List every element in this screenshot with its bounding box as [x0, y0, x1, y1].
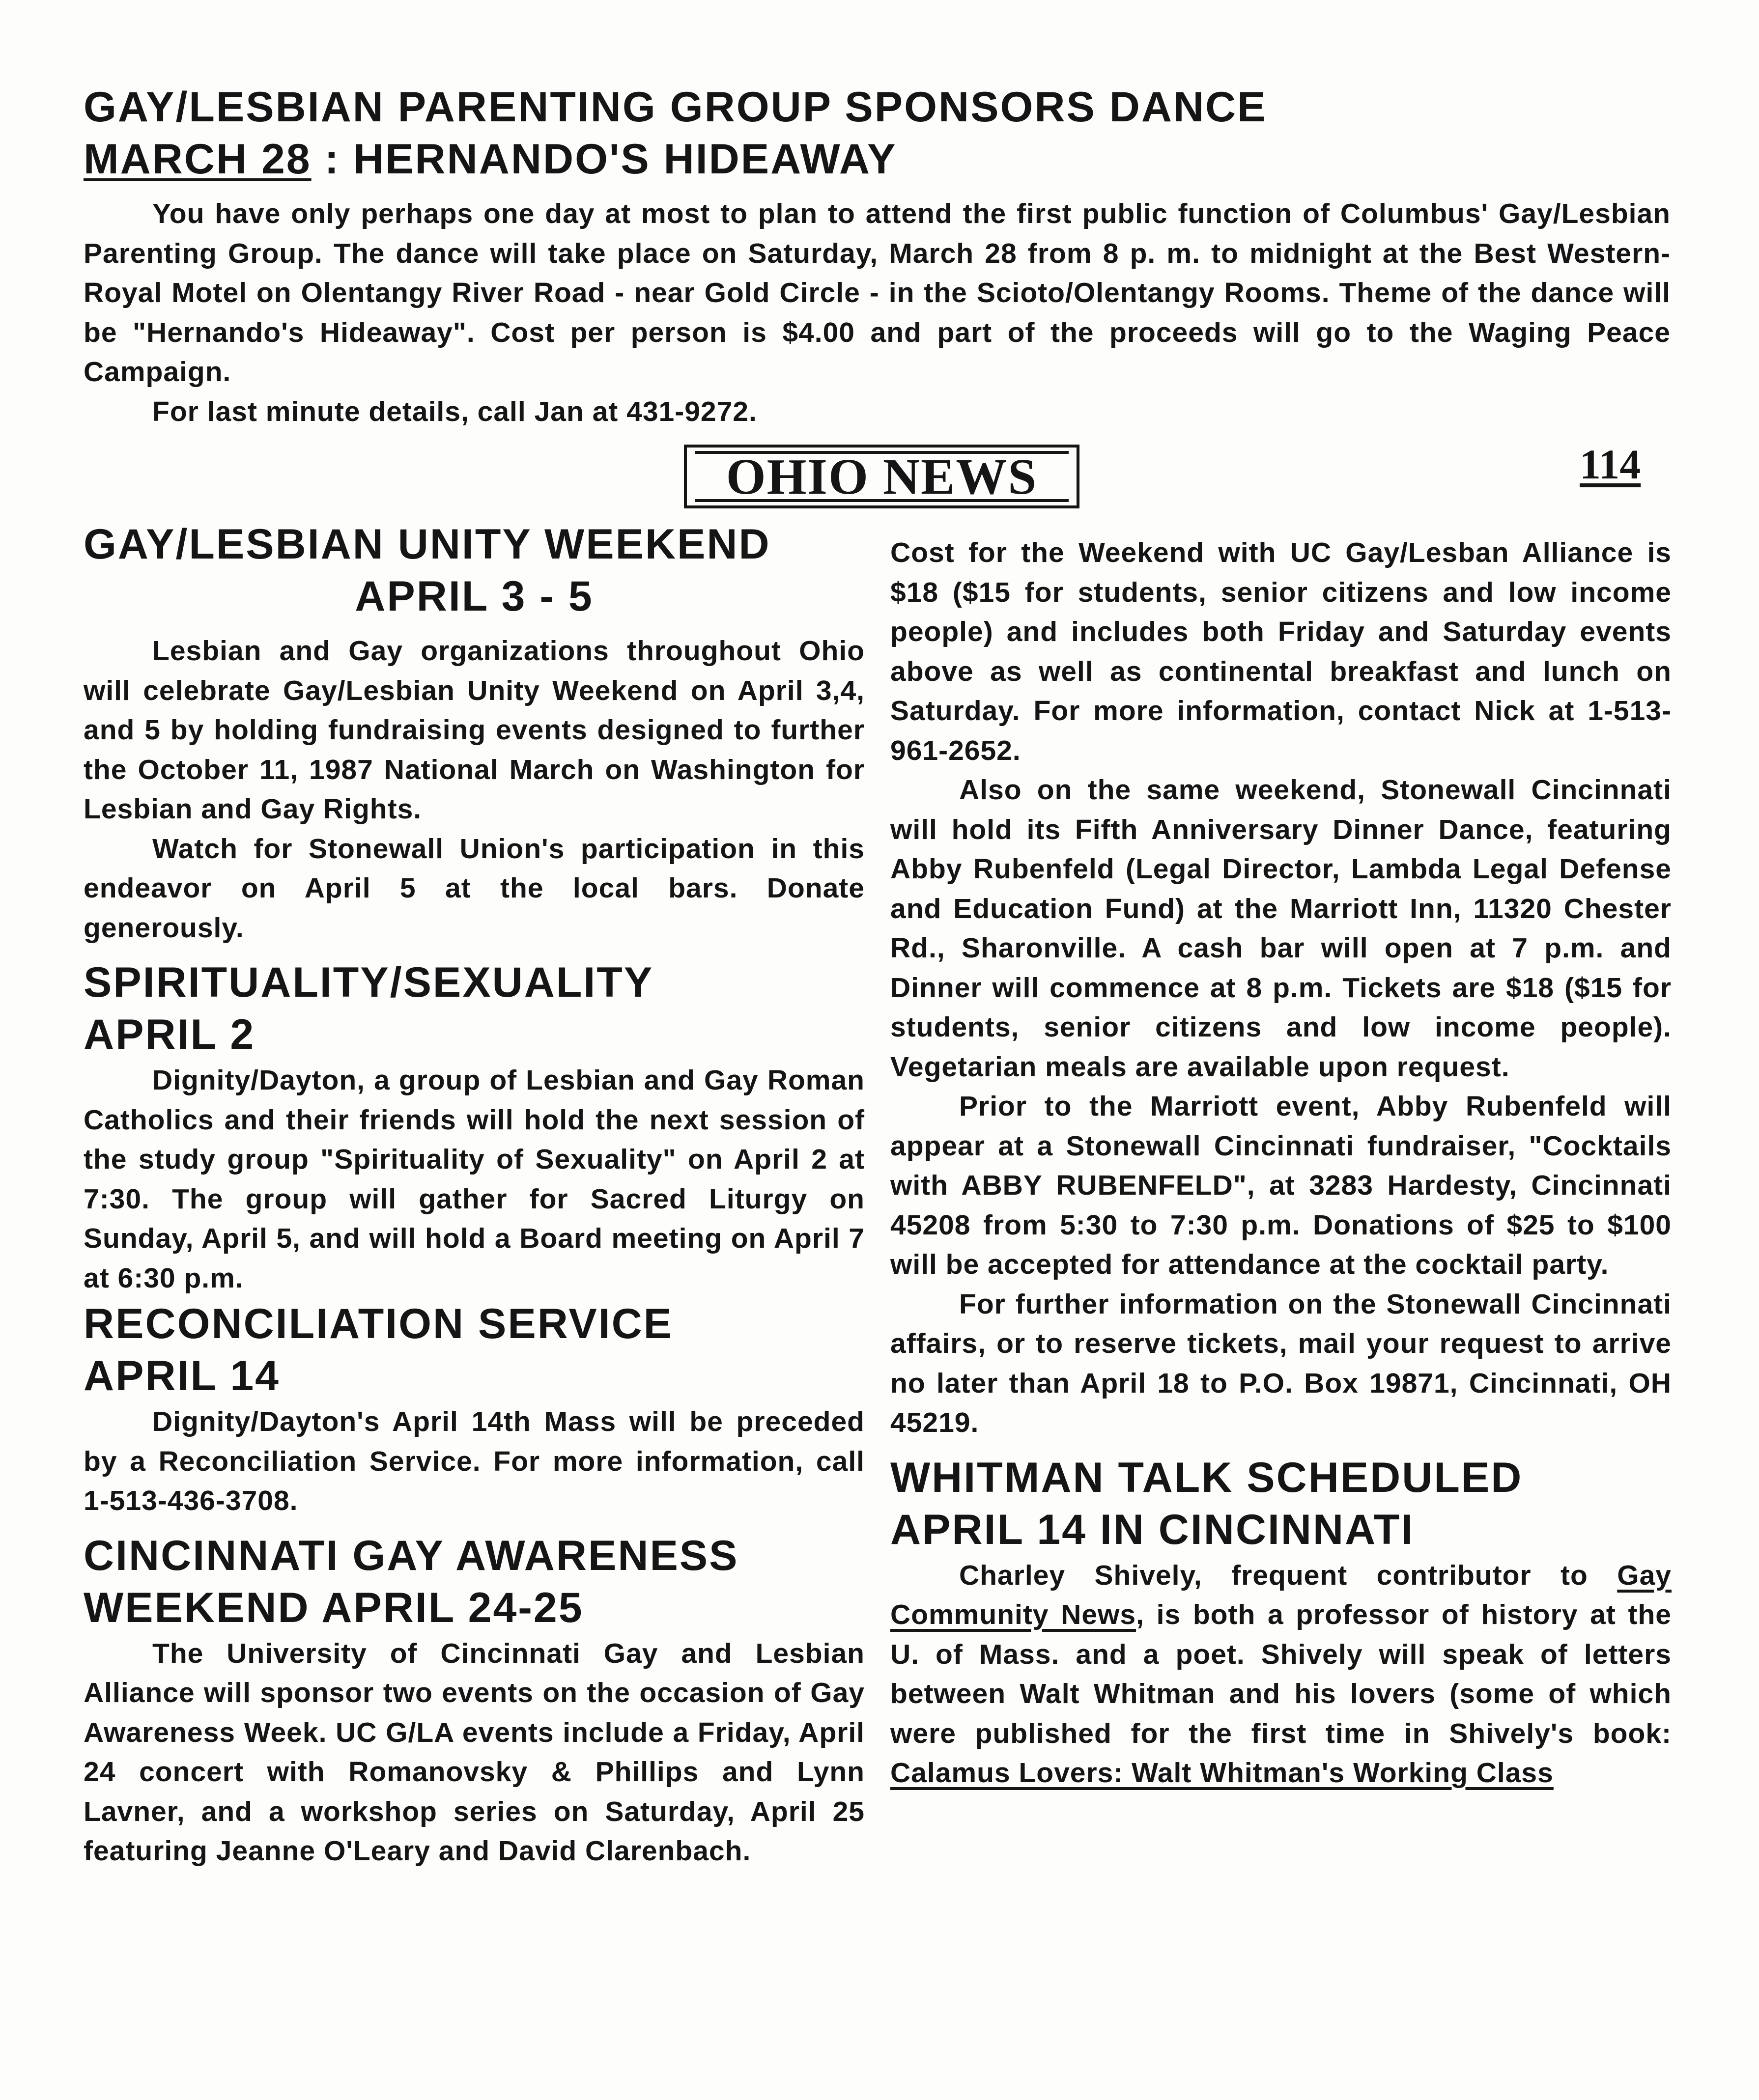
article-paragraph: Lesbian and Gay organizations throughout Ohio will celebrate Gay/Lesbian Unity Weekend on April 3,4, and 5 by holding fundraising events designed to further the October 11, 1987 National March on Washington for Lesbian and Gay Rights.: [84, 635, 865, 825]
headline-venue: HERNANDO'S HIDEAWAY: [353, 136, 897, 183]
text: , is both a professor of history at the U. of Mass. and a poet. Shively will speak of letters between Walt Whitman and his lovers (some of which were published for the first time in Shively's book:: [890, 1599, 1672, 1749]
headline: SPIRITUALITY/SEXUALITY: [84, 959, 654, 1006]
page-number: 114: [1580, 441, 1641, 488]
subheadline: [84, 133, 1671, 185]
headline-date: APRIL 2: [84, 1011, 255, 1058]
article-paragraph: For last minute details, call Jan at 431-9272.: [152, 395, 757, 427]
article-paragraph: Also on the same weekend, Stonewall Cincinnati will hold its Fifth Anniversary Dinner Dance, featuring Abby Rubenfeld (Legal Director, Lambda Legal Defense and Education Fund) at the Marriott Inn, 11320 Chester Rd., Sharonville. A cash bar will open at 7 p.m. and Dinner will commence at 8 p.m. Tickets are $18 ($15 for students, senior citizens and low income people). Vegetarian meals are available upon request.: [890, 774, 1672, 1083]
book-title: Calamus Lovers: Walt Whitman's Working Class: [890, 1757, 1554, 1789]
article-paragraph: Watch for Stonewall Union's participation in this endeavor on April 5 at the local bars. Donate generously.: [84, 833, 865, 944]
headline: CINCINNATI GAY AWARENESS: [84, 1532, 739, 1579]
article-paragraph: For further information on the Stonewall Cincinnati affairs, or to reserve tickets, mail your request to arrive no later than April 18 to P.O. Box 19871, Cincinnati, OH 45219.: [890, 1288, 1672, 1438]
top-article: [84, 81, 1671, 431]
publication-title: Gay Community News: [890, 1559, 1672, 1630]
headline: WHITMAN TALK SCHEDULED: [890, 1454, 1523, 1501]
article-paragraph: Dignity/Dayton, a group of Lesbian and Gay Roman Catholics and their friends will hold the next session of the study group "Spirituality of Sexuality" on April 2 at 7:30. The group will gather for Sacred Liturgy on Sunday, April 5, and will hold a Board meeting on April 7 at 6:30 p.m.: [84, 1064, 865, 1294]
headline: WEEKEND APRIL 24-25: [84, 1584, 584, 1631]
headline: GAY/LESBIAN UNITY WEEKEND: [84, 521, 771, 568]
headline-date: APRIL 3 - 5: [355, 573, 594, 620]
section-title-box: [684, 445, 1079, 508]
headline-date: MARCH 28: [84, 136, 312, 183]
article-paragraph: [890, 1556, 1672, 1793]
article-paragraph: Cost for the Weekend with UC Gay/Lesban Alliance is $18 ($15 for students, senior citizens and low income people) and includes both Friday and Saturday events above as well as continental breakfast and lunch on Saturday. For more information, contact Nick at 1-513-961-2652.: [890, 537, 1672, 766]
headline: GAY/LESBIAN PARENTING GROUP SPONSORS DANCE: [84, 84, 1267, 131]
text: Charley Shively, frequent contributor to: [959, 1559, 1617, 1591]
article-paragraph: You have only perhaps one day at most to plan to attend the first public function of Columbus' Gay/Lesbian Parenting Group. The dance will take place on Saturday, March 28 from 8 p. m. to midnight at the Best Western-Royal Motel on Olentangy River Road - near Gold Circle - in the Scioto/Olentangy Rooms. Theme of the dance will be "Hernando's Hideaway". Cost per person is $4.00 and part of the proceeds will go to the Waging Peace Campaign.: [84, 198, 1671, 388]
section-title: OHIO NEWS: [695, 451, 1069, 502]
article-paragraph: Dignity/Dayton's April 14th Mass will be preceded by a Reconciliation Service. For more information, call 1-513-436-3708.: [84, 1406, 865, 1516]
headline-date: APRIL 14: [84, 1352, 280, 1400]
right-column: [890, 533, 1672, 1793]
headline-separator: :: [311, 136, 354, 183]
left-column: [84, 518, 865, 1871]
headline: RECONCILIATION SERVICE: [84, 1300, 674, 1347]
article-paragraph: Prior to the Marriott event, Abby Rubenfeld will appear at a Stonewall Cincinnati fundraiser, "Cocktails with ABBY RUBENFELD", at 3283 Hardesty, Cincinnati 45208 from 5:30 to 7:30 p.m. Donations of $25 to $100 will be accepted for attendance at the cocktail party.: [890, 1091, 1672, 1280]
headline: APRIL 14 IN CINCINNATI: [890, 1506, 1415, 1553]
article-paragraph: The University of Cincinnati Gay and Lesbian Alliance will sponsor two events on the occasion of Gay Awareness Week. UC G/LA events include a Friday, April 24 concert with Romanovsky & Phillips and Lynn Lavner, and a workshop series on Saturday, April 25 featuring Jeanne O'Leary and David Clarenbach.: [84, 1637, 865, 1867]
